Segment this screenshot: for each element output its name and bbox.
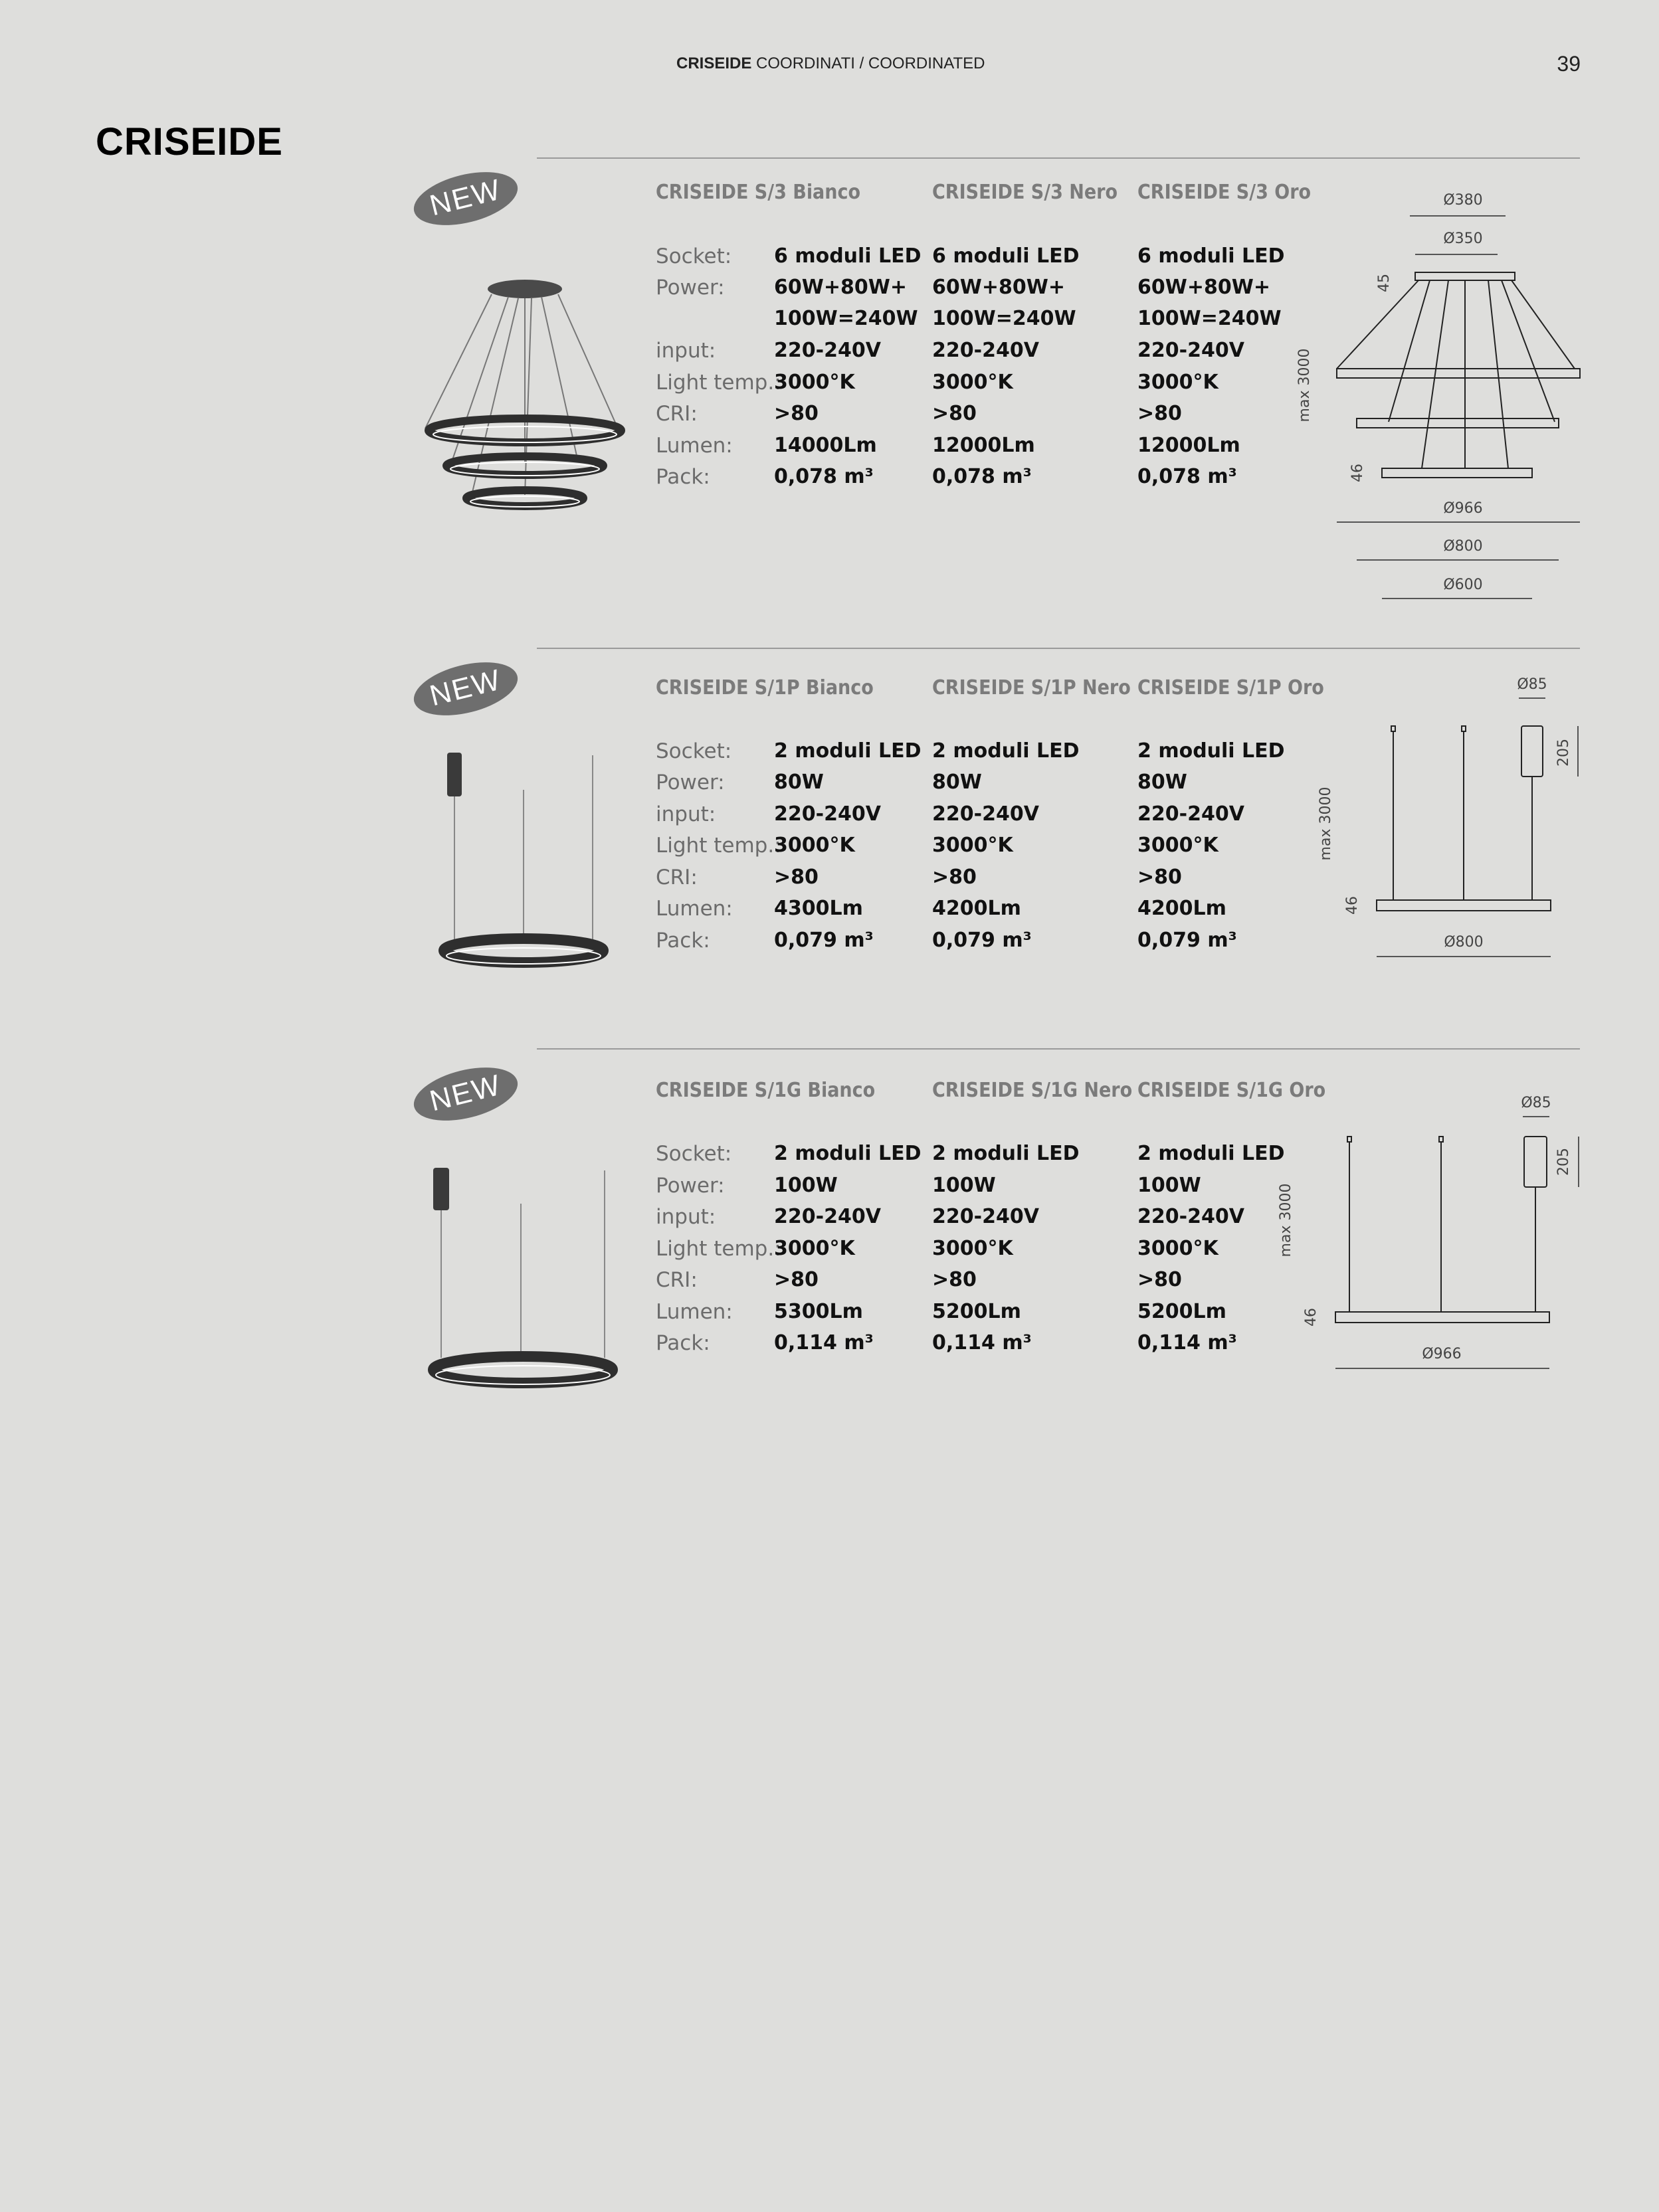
dimension-drawing-s1p xyxy=(1302,674,1581,967)
dim-label: 46 xyxy=(1344,896,1361,915)
spec-value: 0,114 m³ xyxy=(932,1331,1032,1354)
spec-value: 3000°K xyxy=(774,834,855,857)
product-title: CRISEIDE S/1G Oro xyxy=(1137,1079,1326,1102)
spec-value: 0,079 m³ xyxy=(1137,929,1237,952)
spec-value: 2 moduli LED xyxy=(774,1142,922,1165)
spec-value: 80W xyxy=(1137,771,1187,794)
spec-value: 220-240V xyxy=(774,339,881,362)
spec-value: 100W xyxy=(932,1174,996,1197)
product-image-s3 xyxy=(419,262,631,521)
spec-value: 4200Lm xyxy=(1137,897,1226,920)
new-badge-text: NEW xyxy=(426,663,505,713)
spec-value: 220-240V xyxy=(1137,802,1244,826)
spec-label-pack: Pack: xyxy=(656,1331,710,1355)
dim-label: 46 xyxy=(1303,1308,1319,1327)
header-subtitle: COORDINATI / COORDINATED xyxy=(751,54,985,72)
spec-value: 3000°K xyxy=(932,1237,1013,1260)
spec-label-light-temp: Light temp.: xyxy=(656,834,781,858)
spec-value: >80 xyxy=(1137,866,1182,889)
spec-value: 4300Lm xyxy=(774,897,863,920)
spec-value: 5300Lm xyxy=(774,1300,863,1323)
spec-label-input: input: xyxy=(656,802,716,826)
spec-value: 3000°K xyxy=(932,834,1013,857)
spec-label-lumen: Lumen: xyxy=(656,897,733,921)
spec-value: 2 moduli LED xyxy=(1137,1142,1285,1165)
spec-value: >80 xyxy=(932,1268,977,1291)
spec-value: 0,078 m³ xyxy=(774,465,874,488)
spec-value: 220-240V xyxy=(774,802,881,826)
spec-value: 12000Lm xyxy=(932,434,1035,457)
spec-value: 0,079 m³ xyxy=(932,929,1032,952)
spec-value: 12000Lm xyxy=(1137,434,1240,457)
product-title: CRISEIDE S/1G Nero xyxy=(932,1079,1133,1102)
spec-label-lumen: Lumen: xyxy=(656,1300,733,1324)
spec-label-lumen: Lumen: xyxy=(656,434,733,458)
product-title: CRISEIDE S/3 Bianco xyxy=(656,181,861,204)
spec-value: >80 xyxy=(1137,402,1182,425)
new-badge xyxy=(411,169,521,228)
spec-label-cri: CRI: xyxy=(656,866,698,889)
page-title: CRISEIDE xyxy=(96,120,283,163)
spec-value: >80 xyxy=(932,866,977,889)
spec-value: 60W+80W+ xyxy=(1137,276,1270,299)
spec-value: 2 moduli LED xyxy=(932,1142,1080,1165)
new-badge xyxy=(411,1065,521,1123)
new-badge xyxy=(411,660,521,718)
section-divider xyxy=(537,157,1580,159)
section-divider xyxy=(537,648,1580,649)
dimension-drawing-s1g xyxy=(1262,1086,1581,1378)
spec-value: 100W=240W xyxy=(1137,307,1282,330)
spec-value: 3000°K xyxy=(774,371,855,394)
spec-value: 0,078 m³ xyxy=(932,465,1032,488)
new-badge-text: NEW xyxy=(426,173,505,223)
spec-value: 0,114 m³ xyxy=(1137,1331,1237,1354)
product-title: CRISEIDE S/3 Nero xyxy=(932,181,1118,204)
spec-value: 5200Lm xyxy=(932,1300,1021,1323)
spec-value: 80W xyxy=(774,771,824,794)
spec-value: 80W xyxy=(932,771,982,794)
spec-value: >80 xyxy=(932,402,977,425)
spec-label-cri: CRI: xyxy=(656,1268,698,1292)
product-title: CRISEIDE S/3 Oro xyxy=(1137,181,1312,204)
running-header xyxy=(676,54,985,73)
spec-value: 2 moduli LED xyxy=(774,739,922,763)
spec-value: 14000Lm xyxy=(774,434,877,457)
new-badge-text: NEW xyxy=(426,1068,505,1118)
section-divider xyxy=(537,1048,1580,1050)
spec-value: 100W=240W xyxy=(774,307,918,330)
spec-value: >80 xyxy=(774,866,819,889)
page-number: 39 xyxy=(1557,52,1581,76)
spec-label-power: Power: xyxy=(656,276,725,300)
dim-label: 46 xyxy=(1349,464,1366,482)
spec-value: 220-240V xyxy=(932,1205,1039,1228)
spec-value: >80 xyxy=(1137,1268,1182,1291)
dim-label: Ø800 xyxy=(1443,538,1483,555)
spec-label-light-temp: Light temp.: xyxy=(656,371,781,395)
product-title: CRISEIDE S/1P Nero xyxy=(932,676,1131,699)
spec-label-input: input: xyxy=(656,339,716,363)
dim-label: Ø966 xyxy=(1422,1346,1462,1362)
header-brand: CRISEIDE xyxy=(676,54,752,72)
spec-value: 100W xyxy=(774,1174,838,1197)
dim-label: max 3000 xyxy=(1278,1183,1294,1257)
spec-value: 60W+80W+ xyxy=(932,276,1065,299)
dim-label: Ø600 xyxy=(1443,577,1483,593)
spec-value: 220-240V xyxy=(932,802,1039,826)
spec-value: 100W xyxy=(1137,1174,1201,1197)
spec-label-power: Power: xyxy=(656,771,725,794)
spec-value: 6 moduli LED xyxy=(774,244,922,268)
spec-value: 220-240V xyxy=(932,339,1039,362)
spec-value: 100W=240W xyxy=(932,307,1076,330)
dim-label: 205 xyxy=(1555,739,1572,767)
spec-value: 3000°K xyxy=(1137,834,1219,857)
spec-value: 2 moduli LED xyxy=(1137,739,1285,763)
spec-value: 0,114 m³ xyxy=(774,1331,874,1354)
spec-value: 2 moduli LED xyxy=(932,739,1080,763)
spec-value: >80 xyxy=(774,402,819,425)
product-title: CRISEIDE S/1P Oro xyxy=(1137,676,1324,699)
spec-value: 6 moduli LED xyxy=(932,244,1080,268)
dimension-drawing-s3 xyxy=(1289,186,1581,611)
spec-value: 220-240V xyxy=(774,1205,881,1228)
spec-value: 60W+80W+ xyxy=(774,276,907,299)
dim-label: Ø85 xyxy=(1517,676,1547,693)
spec-value: >80 xyxy=(774,1268,819,1291)
spec-label-socket: Socket: xyxy=(656,1142,732,1166)
spec-value: 4200Lm xyxy=(932,897,1021,920)
product-title: CRISEIDE S/1G Bianco xyxy=(656,1079,876,1102)
dim-label: max 3000 xyxy=(1296,348,1313,422)
spec-value: 3000°K xyxy=(932,371,1013,394)
spec-value: 6 moduli LED xyxy=(1137,244,1285,268)
dim-label: Ø800 xyxy=(1444,934,1484,951)
spec-value: 3000°K xyxy=(774,1237,855,1260)
spec-label-cri: CRI: xyxy=(656,402,698,426)
spec-value: 3000°K xyxy=(1137,1237,1219,1260)
spec-label-pack: Pack: xyxy=(656,929,710,953)
product-image-s1p xyxy=(435,747,615,976)
dim-label: 205 xyxy=(1555,1148,1572,1176)
spec-label-pack: Pack: xyxy=(656,465,710,489)
spec-value: 5200Lm xyxy=(1137,1300,1226,1323)
dim-label: Ø380 xyxy=(1443,192,1483,209)
dim-label: Ø350 xyxy=(1443,230,1483,247)
spec-value: 0,078 m³ xyxy=(1137,465,1237,488)
spec-label-power: Power: xyxy=(656,1174,725,1198)
spec-value: 0,079 m³ xyxy=(774,929,874,952)
dim-label: max 3000 xyxy=(1317,786,1334,861)
product-title: CRISEIDE S/1P Bianco xyxy=(656,676,874,699)
product-image-s1g xyxy=(425,1161,625,1394)
dim-label: Ø85 xyxy=(1521,1095,1551,1111)
dim-label: 45 xyxy=(1376,274,1393,292)
spec-value: 220-240V xyxy=(1137,339,1244,362)
spec-value: 3000°K xyxy=(1137,371,1219,394)
spec-label-socket: Socket: xyxy=(656,739,732,763)
spec-label-input: input: xyxy=(656,1205,716,1229)
dim-label: Ø966 xyxy=(1443,500,1483,517)
spec-value: 220-240V xyxy=(1137,1205,1244,1228)
spec-label-light-temp: Light temp.: xyxy=(656,1237,781,1261)
spec-label-socket: Socket: xyxy=(656,244,732,268)
